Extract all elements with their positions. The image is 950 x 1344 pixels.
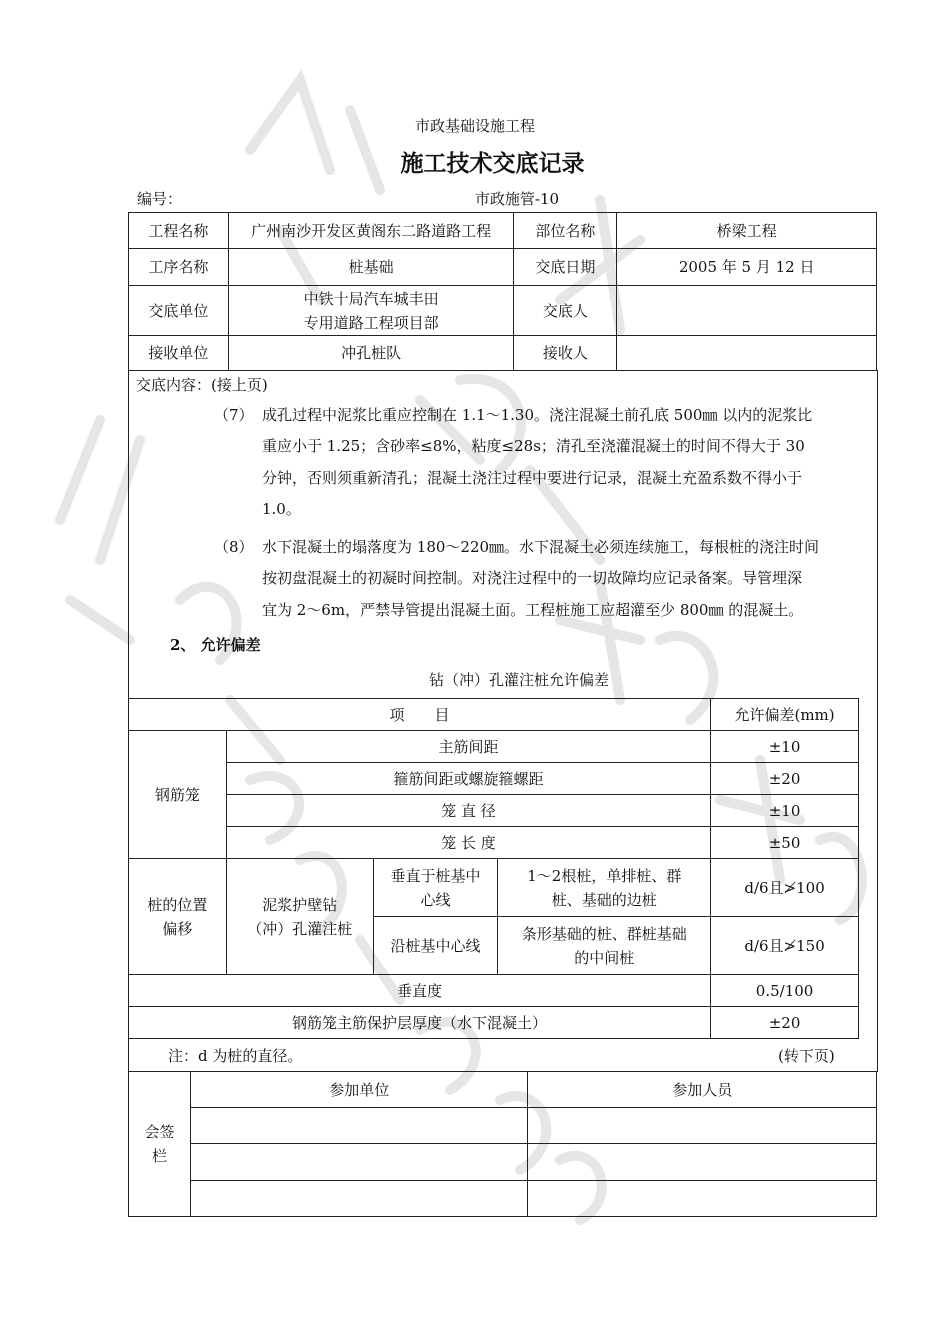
item-7-line-3: 分钟，否则须重新清孔；混凝土浇注过程中要进行记录，混凝土充盈系数不得小于 xyxy=(262,469,803,487)
part-name: 桥梁工程 xyxy=(617,213,877,249)
cover-deviation: ±20 xyxy=(711,1007,859,1039)
item-8-line-1: 水下混凝土的塌落度为 180～220㎜。水下混凝土必须连续施工，每根桩的浇注时间 xyxy=(262,538,820,556)
project-name: 广州南沙开发区黄阁东二路道路工程 xyxy=(228,213,514,249)
item-8-number: （8） xyxy=(214,538,254,556)
signoff-person-cell[interactable] xyxy=(528,1108,877,1144)
cage-label: 钢筋笼 xyxy=(129,731,227,859)
form-subtitle: 市政基础设施工程 xyxy=(414,117,535,135)
along-deviation: d/6且≯150 xyxy=(711,917,859,975)
cage-deviation: ±50 xyxy=(711,827,859,859)
perpendicular-case xyxy=(498,859,711,917)
date-label: 交底日期 xyxy=(514,249,617,286)
perpendicular-case-line-2: 桩、基础的边桩 xyxy=(551,890,657,909)
continued-label: (转下页) xyxy=(778,1047,835,1065)
cage-item: 笼 长 度 xyxy=(226,827,710,859)
cage-deviation: ±20 xyxy=(711,763,859,795)
cage-item: 箍筋间距或螺旋箍螺距 xyxy=(226,763,710,795)
receiver-unit-value: 冲孔桩队 xyxy=(228,336,514,371)
item-8 xyxy=(136,532,876,632)
signoff-person-cell[interactable] xyxy=(528,1181,877,1217)
signoff-label-line-2: 栏 xyxy=(151,1147,167,1165)
cage-item: 主筋间距 xyxy=(226,731,710,763)
item-7-number: （7） xyxy=(214,406,254,424)
tolerance-table-title: 钻（冲）孔灌注桩允许偏差 xyxy=(428,671,609,689)
participating-person-header: 参加人员 xyxy=(528,1072,877,1108)
cage-deviation: ±10 xyxy=(711,731,859,763)
unit-value xyxy=(228,286,514,336)
content-intro: 交底内容：(接上页) xyxy=(136,376,268,394)
along-case-line-2: 的中间桩 xyxy=(574,948,635,967)
process-value: 桩基础 xyxy=(228,249,514,286)
signoff-unit-cell[interactable] xyxy=(190,1181,528,1217)
pile-position-line-1: 桩的位置 xyxy=(147,895,208,914)
perpendicular-line-2: 心线 xyxy=(420,890,451,909)
perpendicular-deviation: d/6且≯100 xyxy=(711,859,859,917)
form-code: 市政施管-10 xyxy=(474,190,560,208)
cage-item: 笼 直 径 xyxy=(226,795,710,827)
verticality-deviation: 0.5/100 xyxy=(711,975,859,1007)
receiver-value xyxy=(617,336,877,371)
pile-method xyxy=(226,859,373,975)
receiver-label: 接收人 xyxy=(514,336,617,371)
person-label: 交底人 xyxy=(514,286,617,336)
receiver-unit-label: 接收单位 xyxy=(129,336,229,371)
signoff-label-line-1: 会签 xyxy=(144,1123,175,1141)
header-deviation: 允许偏差(mm) xyxy=(711,699,859,731)
header-item: 项 目 xyxy=(129,699,711,731)
form-title: 施工技术交底记录 xyxy=(400,150,585,177)
tolerance-table xyxy=(128,698,859,1039)
item-7-line-2: 重应小于 1.25；含砂率≤8%，粘度≤28s；清孔至浇灌混凝土的时间不得大于 30 xyxy=(262,437,805,455)
signoff-unit-cell[interactable] xyxy=(190,1144,528,1181)
signoff-label xyxy=(129,1072,191,1217)
info-table xyxy=(128,212,877,371)
cover-thickness: 钢筋笼主筋保护层厚度（水下混凝土） xyxy=(129,1007,711,1039)
unit-line-2: 专用道路工程项目部 xyxy=(303,313,439,332)
section-2-heading: 2、 允许偏差 xyxy=(170,636,261,654)
perpendicular-case-line-1: 1～2根桩，单排桩、群 xyxy=(527,866,682,885)
person-value xyxy=(617,286,877,336)
perpendicular-direction xyxy=(373,859,498,917)
cage-deviation: ±10 xyxy=(711,795,859,827)
item-8-line-2: 按初盘混凝土的初凝时间控制。对浇注过程中的一切故障均应记录备案。导管埋深 xyxy=(262,569,803,587)
pile-method-line-2: （冲）孔灌注桩 xyxy=(247,919,353,938)
pile-position-line-2: 偏移 xyxy=(162,919,193,938)
unit-line-1: 中铁十局汽车城丰田 xyxy=(303,289,439,308)
date-value: 2005 年 5 月 12 日 xyxy=(617,249,877,286)
part-name-label: 部位名称 xyxy=(514,213,617,249)
along-direction: 沿桩基中心线 xyxy=(373,917,498,975)
item-7-line-1: 成孔过程中泥浆比重应控制在 1.1～1.30。浇注混凝土前孔底 500㎜ 以内的泥浆比 xyxy=(262,406,813,424)
signoff-person-cell[interactable] xyxy=(528,1144,877,1181)
signoff-unit-cell[interactable] xyxy=(190,1108,528,1144)
note: 注：d 为桩的直径。 xyxy=(168,1047,303,1065)
signoff-table xyxy=(128,1071,877,1217)
item-7-line-4: 1.0。 xyxy=(262,500,301,518)
item-7 xyxy=(136,400,876,530)
number-label: 编号： xyxy=(137,190,183,208)
project-name-label: 工程名称 xyxy=(129,213,229,249)
pile-position-label xyxy=(129,859,227,975)
perpendicular-line-1: 垂直于桩基中 xyxy=(390,866,481,885)
along-case xyxy=(498,917,711,975)
verticality: 垂直度 xyxy=(129,975,711,1007)
unit-label: 交底单位 xyxy=(129,286,229,336)
item-8-line-3: 宜为 2～6m，严禁导管提出混凝土面。工程桩施工应超灌至少 800㎜ 的混凝土。 xyxy=(262,601,804,619)
along-case-line-1: 条形基础的桩、群桩基础 xyxy=(521,924,687,943)
pile-method-line-1: 泥浆护壁钻 xyxy=(262,895,338,914)
process-label: 工序名称 xyxy=(129,249,229,286)
participating-unit-header: 参加单位 xyxy=(190,1072,528,1108)
